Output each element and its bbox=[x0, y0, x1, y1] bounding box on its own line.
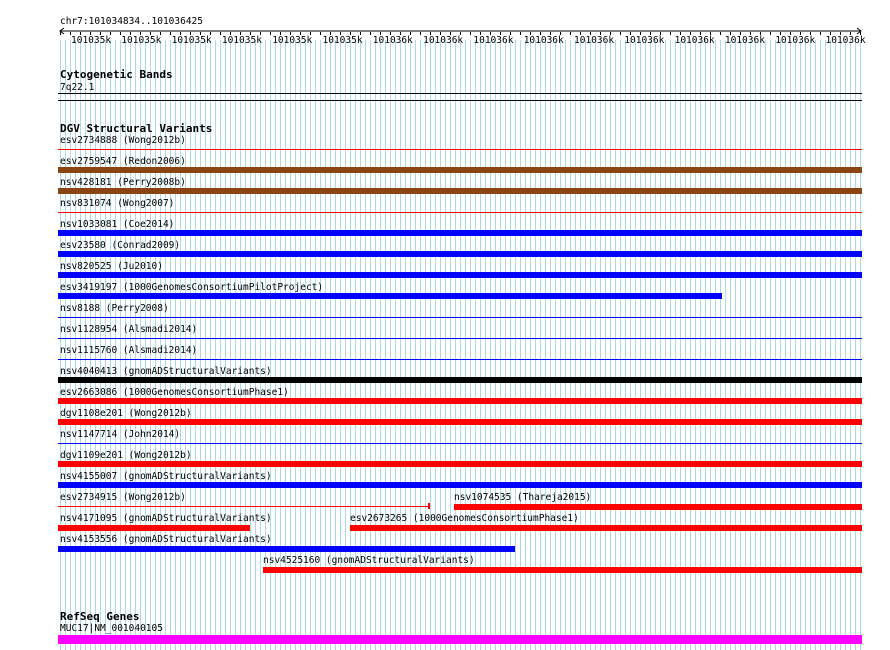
variant-label[interactable]: nsv1033081 (Coe2014) bbox=[60, 219, 175, 230]
variant-bar[interactable] bbox=[58, 398, 862, 404]
variant-label[interactable]: esv2663086 (1000GenomesConsortiumPhase1) bbox=[60, 387, 289, 398]
ruler-tick-label: 101035k bbox=[272, 35, 313, 46]
cytoband-label[interactable]: 7q22.1 bbox=[60, 82, 95, 93]
variant-label[interactable]: nsv428181 (Perry2008b) bbox=[60, 177, 186, 188]
variant-bar[interactable] bbox=[58, 230, 862, 236]
variant-label[interactable]: nsv8188 (Perry2008) bbox=[60, 303, 169, 314]
variant-label[interactable]: nsv1147714 (John2014) bbox=[60, 429, 181, 440]
cytoband-line bbox=[58, 93, 862, 94]
ruler-tick-label: 101036k bbox=[624, 35, 665, 46]
variant-label[interactable]: nsv1128954 (Alsmadi2014) bbox=[60, 324, 198, 335]
variant-bar[interactable] bbox=[454, 504, 862, 510]
variant-bar[interactable] bbox=[58, 167, 862, 173]
ruler-tick-label: 101035k bbox=[121, 35, 162, 46]
ruler-tick-label: 101036k bbox=[523, 35, 564, 46]
variant-bar[interactable] bbox=[58, 546, 515, 552]
variant-label[interactable]: nsv4525160 (gnomADStructuralVariants) bbox=[263, 555, 475, 566]
variant-bar[interactable] bbox=[58, 461, 862, 467]
variant-bar[interactable] bbox=[58, 212, 862, 213]
variant-bar[interactable] bbox=[58, 525, 250, 531]
variant-label[interactable]: dgv1109e201 (Wong2012b) bbox=[60, 450, 192, 461]
track-divider bbox=[58, 100, 862, 101]
variant-bar[interactable] bbox=[58, 149, 862, 150]
variant-label[interactable]: esv2734888 (Wong2012b) bbox=[60, 135, 186, 146]
variant-bar[interactable] bbox=[58, 482, 862, 488]
variant-label[interactable]: dgv1108e201 (Wong2012b) bbox=[60, 408, 192, 419]
variant-bar[interactable] bbox=[58, 188, 862, 194]
variant-label[interactable]: nsv4171095 (gnomADStructuralVariants) bbox=[60, 513, 272, 524]
variant-label[interactable]: esv2673265 (1000GenomesConsortiumPhase1) bbox=[350, 513, 579, 524]
ruler-tick-label: 101035k bbox=[221, 35, 262, 46]
dgv-track-title: DGV Structural Variants bbox=[60, 122, 213, 135]
ruler-tick-label: 101036k bbox=[574, 35, 615, 46]
variant-label[interactable]: nsv4153556 (gnomADStructuralVariants) bbox=[60, 534, 272, 545]
variant-bar[interactable] bbox=[58, 377, 862, 383]
variant-bar-end bbox=[428, 503, 430, 509]
variant-bar[interactable] bbox=[58, 506, 430, 507]
ruler-tick-label: 101035k bbox=[71, 35, 112, 46]
variant-label[interactable]: esv23580 (Conrad2009) bbox=[60, 240, 181, 251]
refseq-track-title: RefSeq Genes bbox=[60, 610, 140, 623]
variant-bar[interactable] bbox=[350, 525, 862, 531]
variant-bar[interactable] bbox=[58, 272, 862, 278]
variant-bar[interactable] bbox=[58, 338, 862, 339]
ruler-tick-label: 101036k bbox=[724, 35, 765, 46]
variant-label[interactable]: esv2759547 (Redon2006) bbox=[60, 156, 186, 167]
variant-bar[interactable] bbox=[58, 359, 862, 360]
variant-label[interactable]: esv2734915 (Wong2012b) bbox=[60, 492, 186, 503]
variant-label[interactable]: esv3419197 (1000GenomesConsortiumPilotProject) bbox=[60, 282, 324, 293]
variant-label[interactable]: nsv4040413 (gnomADStructuralVariants) bbox=[60, 366, 272, 377]
gene-bar[interactable] bbox=[58, 635, 862, 644]
variant-label[interactable]: nsv820525 (Ju2010) bbox=[60, 261, 163, 272]
cytoband-track-title: Cytogenetic Bands bbox=[60, 68, 173, 81]
variant-label[interactable]: nsv1115760 (Alsmadi2014) bbox=[60, 345, 198, 356]
variant-bar[interactable] bbox=[58, 251, 862, 257]
location-label: chr7:101034834..101036425 bbox=[60, 16, 203, 27]
variant-label[interactable]: nsv831074 (Wong2007) bbox=[60, 198, 175, 209]
variant-bar[interactable] bbox=[58, 443, 862, 444]
variant-bar[interactable] bbox=[58, 293, 722, 299]
gene-label[interactable]: MUC17|NM_001040105 bbox=[60, 623, 163, 634]
ruler-tick-label: 101036k bbox=[775, 35, 816, 46]
ruler-tick-label: 101035k bbox=[322, 35, 363, 46]
variant-label[interactable]: nsv1074535 (Thareja2015) bbox=[454, 492, 592, 503]
ruler-tick-label: 101036k bbox=[674, 35, 715, 46]
ruler-tick-label: 101036k bbox=[423, 35, 464, 46]
ruler-tick-label: 101036k bbox=[825, 35, 866, 46]
variant-label[interactable]: nsv4155007 (gnomADStructuralVariants) bbox=[60, 471, 272, 482]
variant-bar[interactable] bbox=[58, 317, 862, 318]
ruler-tick-label: 101036k bbox=[473, 35, 514, 46]
ruler-tick-label: 101036k bbox=[372, 35, 413, 46]
ruler-tick-label: 101035k bbox=[171, 35, 212, 46]
variant-bar[interactable] bbox=[263, 567, 862, 573]
variant-bar[interactable] bbox=[58, 419, 862, 425]
